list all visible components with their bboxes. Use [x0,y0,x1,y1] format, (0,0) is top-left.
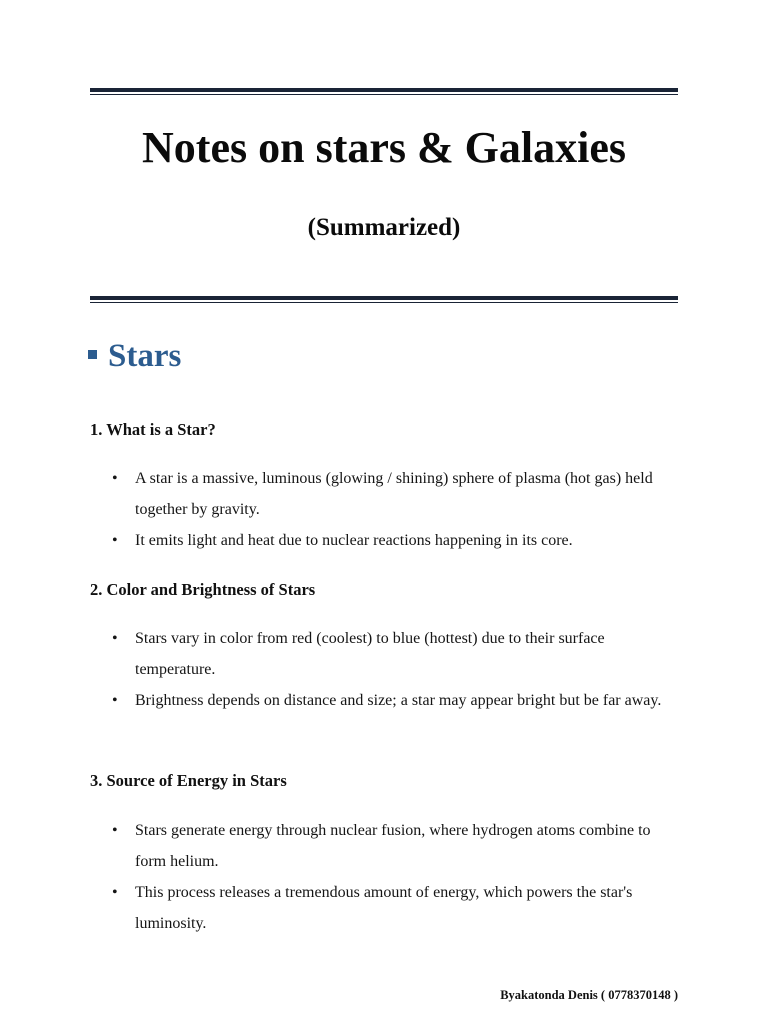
bullet-list-2 [112,623,682,716]
bullet-dot-icon: • [112,822,118,839]
bullet-list-3 [112,815,682,939]
list-item: • Stars generate energy through nuclear fusion, where hydrogen atoms combine to form helium. [112,815,682,877]
bullet-list-1 [112,463,682,556]
bottom-double-rule [90,296,678,303]
bullet-dot-icon: • [112,692,118,709]
bullet-dot-icon: • [112,532,118,549]
section-heading-text: Stars [108,338,182,374]
footer-author: Byakatonda Denis ( 0778370148 ) [500,988,678,1002]
document-title: Notes on stars & Galaxies [142,123,626,172]
top-double-rule [90,88,678,95]
section-heading-stars [88,338,181,375]
bullet-dot-icon: • [112,470,118,487]
list-item: • A star is a massive, luminous (glowing / shining) sphere of plasma (hot gas) held together by gravity. [112,463,682,525]
subsection-heading-2: 2. Color and Brightness of Stars [90,580,316,599]
subsection-heading-3: 3. Source of Energy in Stars [90,771,287,790]
document-subtitle: (Summarized) [307,214,461,241]
list-item: • Brightness depends on distance and size; a star may appear bright but be far away. [112,685,682,716]
subsection-heading-1: 1. What is a Star? [90,420,216,439]
square-bullet-icon [88,350,97,359]
bullet-dot-icon: • [112,884,118,901]
list-item: • Stars vary in color from red (coolest) to blue (hottest) due to their surface temperature. [112,623,682,685]
list-item: • It emits light and heat due to nuclear reactions happening in its core. [112,525,682,556]
bullet-dot-icon: • [112,630,118,647]
list-item: • This process releases a tremendous amount of energy, which powers the star's luminosity. [112,877,682,939]
